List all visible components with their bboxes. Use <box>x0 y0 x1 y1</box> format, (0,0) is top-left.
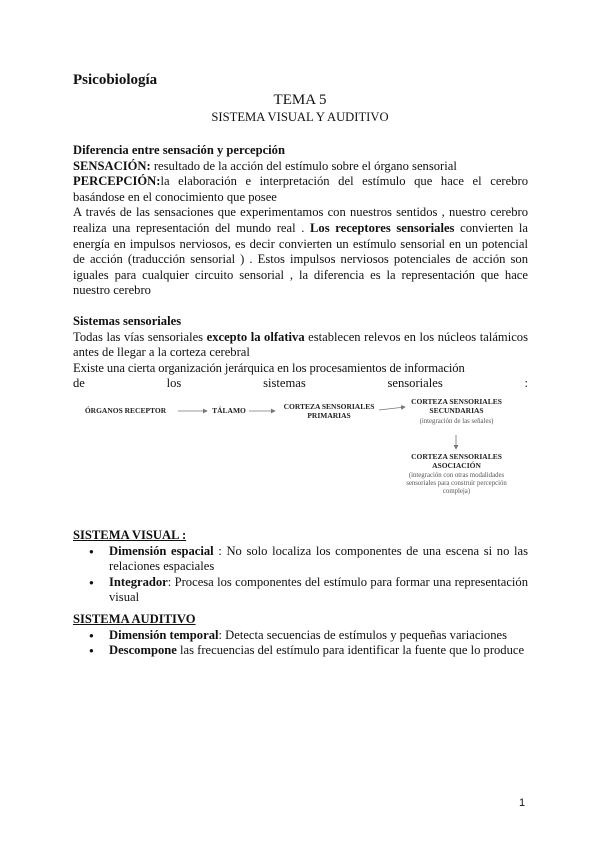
list-item-text: las frecuencias del estímulo para identificar la fuente que lo produce <box>176 643 525 658</box>
word: los <box>166 376 182 391</box>
list-item-text: : Procesa los componentes del estímulo para formar una representación visual <box>109 574 528 605</box>
paragraph-bold: excepto la olfativa <box>206 329 305 344</box>
jerarquica-line-spread <box>73 376 528 392</box>
list-item-term: Integrador <box>109 574 168 589</box>
node-corteza-asociacion-note: (integración con otras modalidades sensoriales para construir percepción compleja) <box>406 472 507 495</box>
section-heading: Sistemas sensoriales <box>73 314 182 328</box>
sensacion-text: resultado de la acción del estímulo sobre el órgano sensorial <box>150 158 457 173</box>
section-sistema-visual <box>73 528 528 606</box>
list-item <box>73 628 528 644</box>
tema-title: TEMA 5 <box>273 92 327 108</box>
node-corteza-secundarias-note: (integración de las señales) <box>419 418 494 425</box>
list-item-text: : Detecta secuencias de estímulos y pequeñas variaciones <box>218 627 507 642</box>
percepcion-text: la elaboración e interpretación del estímulo que hace el cerebro basándose en el conocimiento que posee <box>73 174 528 204</box>
word: de <box>73 376 85 391</box>
arrow-right-icon <box>379 407 405 410</box>
section-sistema-auditivo <box>73 612 528 659</box>
sensacion-term: SENSACIÓN: <box>73 158 151 173</box>
list-item <box>73 643 528 659</box>
list-item <box>73 544 528 575</box>
hierarchy-diagram <box>73 393 528 505</box>
visual-list <box>73 544 528 606</box>
course-title: Psicobiología <box>73 72 158 88</box>
percepcion-term: PERCEPCIÓN: <box>73 174 161 189</box>
node-corteza-secundarias: CORTEZA SENSORIALES SECUNDARIAS <box>411 397 502 415</box>
tema-subtitle: SISTEMA VISUAL Y AUDITIVO <box>211 110 389 124</box>
receptores-paragraph <box>73 205 528 299</box>
list-item-term: Dimensión temporal <box>109 627 219 642</box>
olfativa-paragraph <box>73 330 528 361</box>
paragraph-text: establecen relevos en los núcleos talámicos antes de llegar a la corteza cerebral <box>73 329 528 360</box>
section-sensacion-percepcion <box>73 143 528 299</box>
list-item <box>73 575 528 606</box>
paragraph-text: Todas las vías sensoriales <box>73 329 207 344</box>
paragraph-text: convierten la energía en impulsos nerviosos, es decir convierten un estímulo sensorial en un potencial de acción (traducción sensorial ) . Estos impulsos nerviosos potenciales de acción son iguales para cualquier circuito sensorial , la diferencia es la representación que hace nuestro cerebro <box>73 220 528 298</box>
word: sensoriales <box>387 376 443 391</box>
section-heading: SISTEMA AUDITIVO <box>73 612 196 626</box>
paragraph-text: A través de las sensaciones que experimentamos con nuestros sentidos , nuestro cerebro realiza una representación del mundo real . <box>73 205 528 235</box>
page-number: 1 <box>519 797 526 809</box>
word: : <box>524 376 528 391</box>
list-item-term: Dimensión espacial <box>109 543 214 558</box>
percepcion-definition <box>73 174 528 205</box>
node-corteza-asociacion: CORTEZA SENSORIALES ASOCIACIÓN <box>411 452 502 470</box>
word: sistemas <box>263 376 306 391</box>
list-item-text: : No solo localiza los componentes de una escena si no las relaciones espaciales <box>109 543 528 574</box>
node-talamo: TÁLAMO <box>212 406 246 415</box>
node-organos-receptor: ÓRGANOS RECEPTOR <box>84 406 167 415</box>
list-item-term: Descompone <box>109 643 177 658</box>
section-sistemas-sensoriales <box>73 314 528 392</box>
sensacion-definition <box>73 159 528 175</box>
section-heading: SISTEMA VISUAL : <box>73 528 187 542</box>
paragraph-bold: Los receptores sensoriales <box>310 220 455 235</box>
node-corteza-primarias: CORTEZA SENSORIALES PRIMARIAS <box>283 402 375 420</box>
section-heading: Diferencia entre sensación y percepción <box>73 143 285 157</box>
jerarquica-line: Existe una cierta organización jerárquica en los procesamientos de información <box>73 360 465 375</box>
auditivo-list <box>73 628 528 659</box>
